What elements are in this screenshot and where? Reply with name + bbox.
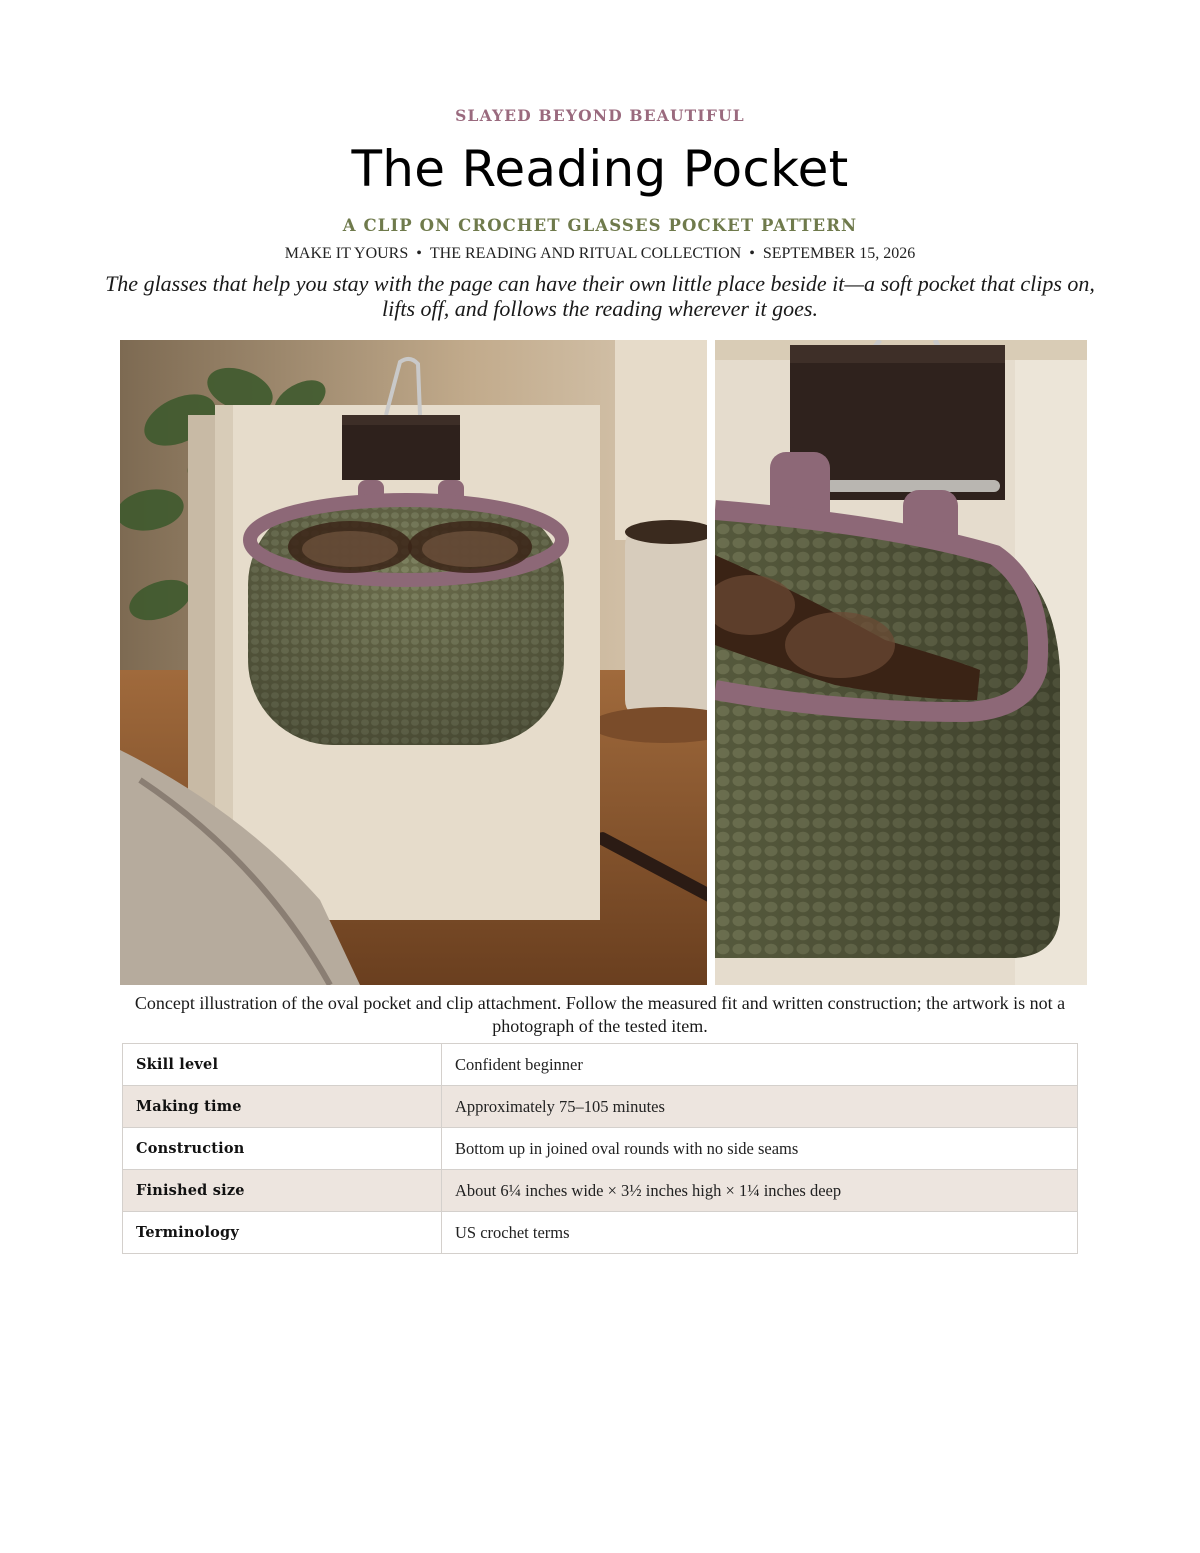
spec-value: Approximately 75–105 minutes	[442, 1086, 1078, 1128]
spec-value: About 6¼ inches wide × 3½ inches high × 1¼ inches deep	[442, 1170, 1078, 1212]
table-row	[123, 1086, 1078, 1128]
spec-label: Construction	[123, 1128, 442, 1170]
spec-label: Skill level	[123, 1044, 442, 1086]
separator-dot: •	[416, 245, 422, 262]
spec-value: Bottom up in joined oval rounds with no side seams	[442, 1128, 1078, 1170]
lede: The glasses that help you stay with the page can have their own little place beside it—a soft pocket that clips on, lifts off, and follows the reading wherever it goes.	[105, 271, 1095, 321]
subtitle: A CLIP ON CROCHET GLASSES POCKET PATTERN	[342, 216, 858, 235]
figure-caption: Concept illustration of the oval pocket and clip attachment. Follow the measured fit and written construction; the artwork is not a photograph of the tested item.	[134, 993, 1066, 1036]
table-row	[123, 1044, 1078, 1086]
meta-section: MAKE IT YOURS	[284, 245, 409, 262]
kicker: SLAYED BEYOND BEAUTIFUL	[455, 106, 745, 125]
pattern-specs-table	[122, 1043, 1078, 1254]
pocket-closeup-image	[715, 340, 1087, 985]
table-row	[123, 1128, 1078, 1170]
page-title: The Reading Pocket	[351, 140, 849, 198]
meta-date: SEPTEMBER 15, 2026	[762, 245, 916, 262]
spec-value: US crochet terms	[442, 1212, 1078, 1254]
spec-label: Making time	[123, 1086, 442, 1128]
separator-dot: •	[749, 245, 755, 262]
byline-meta	[0, 245, 1200, 263]
pocket-on-book-image	[120, 340, 707, 985]
spec-label: Terminology	[123, 1212, 442, 1254]
spec-value: Confident beginner	[442, 1044, 1078, 1086]
table-row	[123, 1212, 1078, 1254]
meta-collection: THE READING AND RITUAL COLLECTION	[429, 245, 742, 262]
table-row	[123, 1170, 1078, 1212]
spec-label: Finished size	[123, 1170, 442, 1212]
